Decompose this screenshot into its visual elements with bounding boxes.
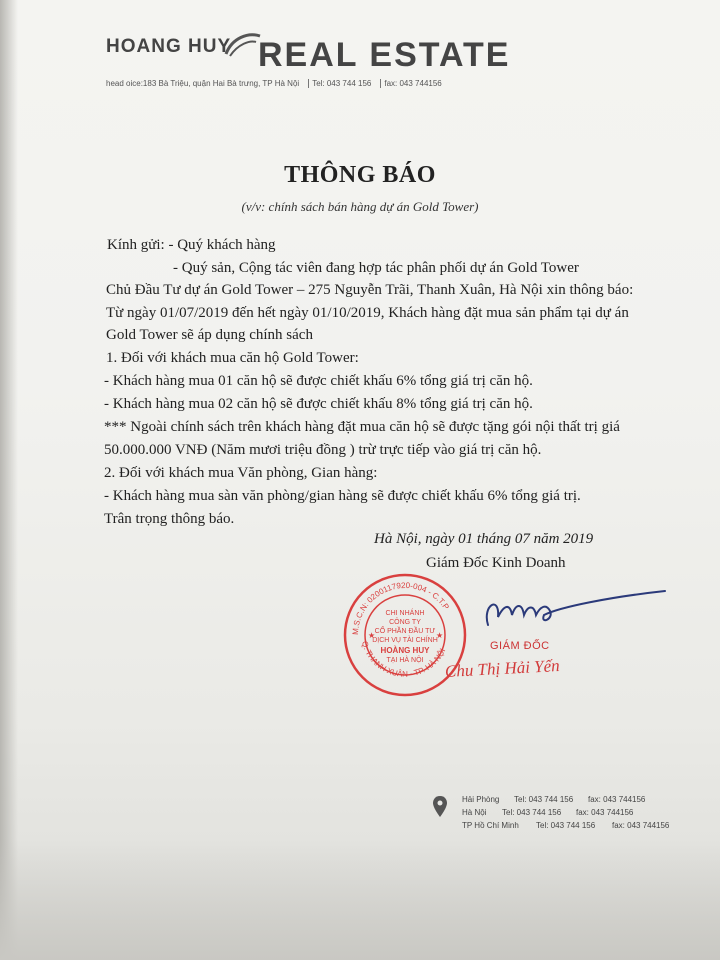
footer-tel: Tel: 043 744 156 <box>502 808 562 817</box>
document-subtitle: (v/v: chính sách bán hàng dự án Gold Tower) <box>241 199 479 214</box>
body-line: - Khách hàng mua 01 căn hộ sẽ được chiết khấu 6% tổng giá trị căn hộ. <box>104 373 533 389</box>
body-line: Gold Tower sẽ áp dụng chính sách <box>106 327 313 343</box>
footer-city: TP Hồ Chí Minh <box>462 821 519 830</box>
footer-city: Hà Nội <box>462 808 487 817</box>
handwritten-signature <box>470 585 670 645</box>
footer-tel: Tel: 043 744 156 <box>514 795 574 804</box>
logo-swoosh-icon <box>222 30 262 60</box>
signer-name: Chu Thị Hải Yến <box>444 656 561 681</box>
body-line: 50.000.000 VNĐ (Năm mươi triệu đồng ) trừ trực tiếp vào giá trị căn hộ. <box>104 442 542 458</box>
fax-text: fax: 043 744156 <box>384 79 442 88</box>
signature-role: Giám Đốc Kinh Doanh <box>426 555 566 571</box>
stamp-ring-bottom: Q. THANH XUÂN - TP. HÀ NỘI <box>359 640 448 679</box>
stamp-line: CÔNG TY <box>389 619 421 626</box>
footer-tel: Tel: 043 744 156 <box>536 821 596 830</box>
footer-fax: fax: 043 744156 <box>612 821 670 830</box>
body-line: 2. Đối với khách mua Văn phòng, Gian hàng: <box>104 465 378 481</box>
stamp-line: HOÀNG HUY <box>380 646 430 655</box>
body-line: Từ ngày 01/07/2019 đến hết ngày 01/10/2019, Khách hàng đặt mua sản phẩm tại dự án <box>106 305 629 321</box>
body-line: 1. Đối với khách mua căn hộ Gold Tower: <box>106 350 359 366</box>
body-line: Chủ Đầu Tư dự án Gold Tower – 275 Nguyễn Trãi, Thanh Xuân, Hà Nội xin thông báo: <box>106 282 634 298</box>
stamp-line: CHI NHÁNH <box>385 610 425 617</box>
body-line: - Khách hàng mua 02 căn hộ sẽ được chiết khấu 8% tổng giá trị căn hộ. <box>104 396 533 412</box>
stamp-ring-top: M.S.C.N: 0200117920-004 - C.T.P <box>350 580 451 636</box>
body-line: *** Ngoài chính sách trên khách hàng đặt mua căn hộ sẽ được tặng gói nội thất trị giá <box>104 419 620 435</box>
body-line: Kính gửi: - Quý khách hàng <box>107 237 276 253</box>
footer-city: Hải Phòng <box>462 795 500 804</box>
svg-text:★: ★ <box>436 631 444 640</box>
address-text: head oice:183 Bà Triệu, quận Hai Bà trưng, TP Hà Nội <box>106 79 300 88</box>
footer-fax: fax: 043 744156 <box>588 795 646 804</box>
stamp-title: GIÁM ĐỐC <box>490 640 550 652</box>
svg-text:★: ★ <box>368 631 376 640</box>
company-logo-text: HOANG HUY <box>106 36 232 57</box>
body-line: - Quý sản, Cộng tác viên đang hợp tác phân phối dự án Gold Tower <box>173 260 579 276</box>
page-shadow-left <box>0 0 18 960</box>
tel-text: Tel: 043 744 156 <box>312 79 372 88</box>
signature-date: Hà Nội, ngày 01 tháng 07 năm 2019 <box>374 531 594 547</box>
footer-fax: fax: 043 744156 <box>576 808 634 817</box>
document-title: THÔNG BÁO <box>284 162 436 188</box>
company-logo-real-estate: REAL ESTATE <box>258 36 511 74</box>
stamp-line: CỔ PHẦN ĐẦU TƯ <box>374 628 436 635</box>
location-pin-icon <box>433 795 447 825</box>
stamp-line: DỊCH VỤ TÀI CHÍNH <box>372 637 438 644</box>
head-office-address <box>106 79 448 88</box>
body-line: Trân trọng thông báo. <box>104 511 235 527</box>
stamp-line: TẠI HÀ NỘI <box>386 657 424 664</box>
page-shadow-bottom <box>0 840 720 960</box>
body-line: - Khách hàng mua sàn văn phòng/gian hàng sẽ được chiết khấu 6% tổng giá trị. <box>104 488 581 504</box>
